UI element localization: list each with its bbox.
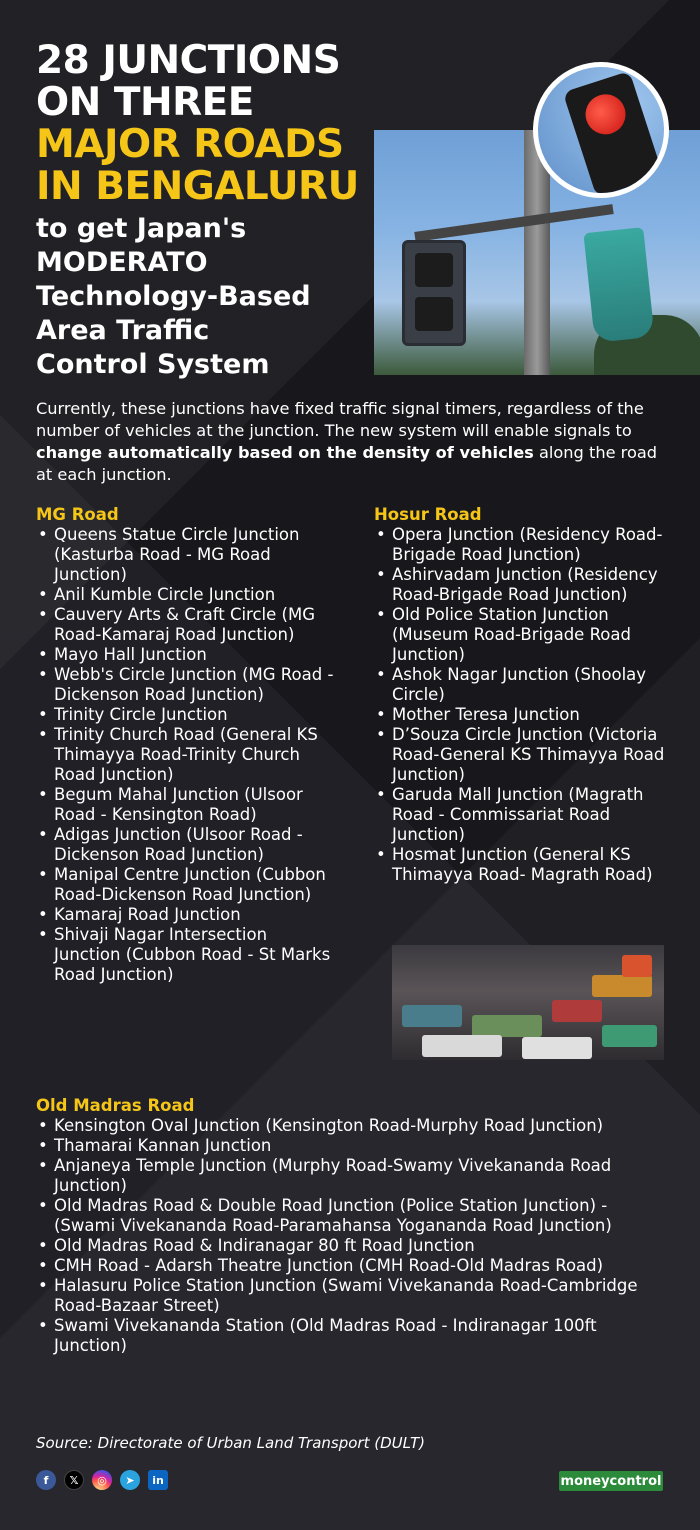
signal-lamp-bottom	[415, 297, 453, 331]
old-madras-road-list	[36, 1116, 666, 1356]
vehicle-shape	[422, 1035, 502, 1057]
list-item: • Anil Kumble Circle Junction	[36, 585, 336, 605]
list-item: • CMH Road - Adarsh Theatre Junction (CMH Road-Old Madras Road)	[36, 1256, 666, 1276]
intro-highlight: change automatically based on the density of vehicles	[36, 443, 534, 462]
subheadline	[36, 212, 366, 382]
signal-lamp-top	[415, 253, 453, 287]
list-item: • D’Souza Circle Junction (Victoria Road-General KS Thimayya Road Junction)	[374, 725, 674, 785]
red-light-icon	[580, 89, 630, 139]
list-item: • Trinity Church Road (General KS Thimayya Road-Trinity Church Road Junction)	[36, 725, 336, 785]
vehicle-shape	[552, 1000, 602, 1022]
linkedin-icon[interactable]: in	[148, 1470, 168, 1490]
list-item: • Queens Statue Circle Junction (Kasturba Road - MG Road Junction)	[36, 525, 336, 585]
mg-road-list	[36, 525, 336, 985]
red-light-circle-photo	[533, 62, 669, 198]
headline-line-1: 28 JUNCTIONS	[36, 38, 341, 83]
list-item: • Adigas Junction (Ulsoor Road - Dickenson Road Junction)	[36, 825, 336, 865]
list-item: • Garuda Mall Junction (Magrath Road - Commissariat Road Junction)	[374, 785, 674, 845]
list-item: • Old Police Station Junction (Museum Road-Brigade Road Junction)	[374, 605, 674, 665]
mg-road-section	[36, 505, 336, 985]
subheadline-line-1: to get Japan's	[36, 213, 247, 244]
hosur-road-title: Hosur Road	[374, 505, 482, 524]
moneycontrol-logo: moneycontrol	[559, 1471, 663, 1491]
hosur-road-section	[374, 505, 674, 885]
vehicle-shape	[522, 1037, 592, 1059]
vehicle-shape	[622, 955, 652, 977]
headline-line-2: ON THREE	[36, 80, 254, 125]
list-item: • Old Madras Road & Indiranagar 80 ft Road Junction	[36, 1236, 666, 1256]
traffic-jam-photo	[392, 945, 664, 1060]
intro-text-1: Currently, these junctions have fixed traffic signal timers, regardless of the number of vehicles at the junction. The new system will enable signals to	[36, 399, 644, 440]
intro-text-2: along the road at each junction.	[36, 443, 658, 484]
headline-line-3: MAJOR ROADS	[36, 122, 344, 167]
list-item: • Manipal Centre Junction (Cubbon Road-Dickenson Road Junction)	[36, 865, 336, 905]
list-item: • Begum Mahal Junction (Ulsoor Road - Kensington Road)	[36, 785, 336, 825]
subheadline-line-5: Control System	[36, 349, 270, 380]
list-item: • Swami Vivekananda Station (Old Madras Road - Indiranagar 100ft Junction)	[36, 1316, 666, 1356]
vehicle-shape	[472, 1015, 542, 1037]
mg-road-title: MG Road	[36, 505, 119, 524]
signal-cover-cloth	[583, 227, 654, 343]
list-item: • Cauvery Arts & Craft Circle (MG Road-Kamaraj Road Junction)	[36, 605, 336, 645]
subheadline-line-2: MODERATO	[36, 247, 208, 278]
headline-line-4: IN BENGALURU	[36, 164, 359, 209]
subheadline-line-3: Technology-Based	[36, 281, 311, 312]
vehicle-shape	[592, 975, 652, 997]
list-item: • Ashok Nagar Junction (Shoolay Circle)	[374, 665, 674, 705]
list-item: • Halasuru Police Station Junction (Swami Vivekananda Road-Cambridge Road-Bazaar Street)	[36, 1276, 666, 1316]
hosur-road-list	[374, 525, 674, 885]
subheadline-line-4: Area Traffic	[36, 315, 210, 346]
list-item: • Mother Teresa Junction	[374, 705, 674, 725]
list-item: • Ashirvadam Junction (Residency Road-Brigade Road Junction)	[374, 565, 674, 605]
list-item: • Mayo Hall Junction	[36, 645, 336, 665]
old-madras-road-section	[36, 1096, 666, 1356]
list-item: • Kensington Oval Junction (Kensington Road-Murphy Road Junction)	[36, 1116, 666, 1136]
list-item: • Hosmat Junction (General KS Thimayya Road- Magrath Road)	[374, 845, 674, 885]
list-item: • Shivaji Nagar Intersection Junction (Cubbon Road - St Marks Road Junction)	[36, 925, 336, 985]
list-item: • Anjaneya Temple Junction (Murphy Road-Swamy Vivekananda Road Junction)	[36, 1156, 666, 1196]
old-madras-road-title: Old Madras Road	[36, 1096, 195, 1115]
social-icons	[36, 1470, 168, 1490]
instagram-icon[interactable]: ◎	[92, 1470, 112, 1490]
signal-box	[402, 240, 466, 346]
intro-paragraph	[36, 398, 666, 486]
vehicle-shape	[602, 1025, 657, 1047]
telegram-icon[interactable]: ➤	[120, 1470, 140, 1490]
list-item: • Thamarai Kannan Junction	[36, 1136, 666, 1156]
source-note: Source: Directorate of Urban Land Transport (DULT)	[36, 1434, 425, 1452]
vehicle-shape	[402, 1005, 462, 1027]
x-icon[interactable]: 𝕏	[64, 1470, 84, 1490]
traffic-light-body	[563, 71, 664, 197]
list-item: • Old Madras Road & Double Road Junction (Police Station Junction) - (Swami Vivekananda Road-Paramahansa Yogananda Road Junction)	[36, 1196, 666, 1236]
list-item: • Webb's Circle Junction (MG Road - Dickenson Road Junction)	[36, 665, 336, 705]
facebook-icon[interactable]: f	[36, 1470, 56, 1490]
list-item: • Opera Junction (Residency Road-Brigade Road Junction)	[374, 525, 674, 565]
list-item: • Trinity Circle Junction	[36, 705, 336, 725]
list-item: • Kamaraj Road Junction	[36, 905, 336, 925]
headline	[36, 40, 366, 382]
